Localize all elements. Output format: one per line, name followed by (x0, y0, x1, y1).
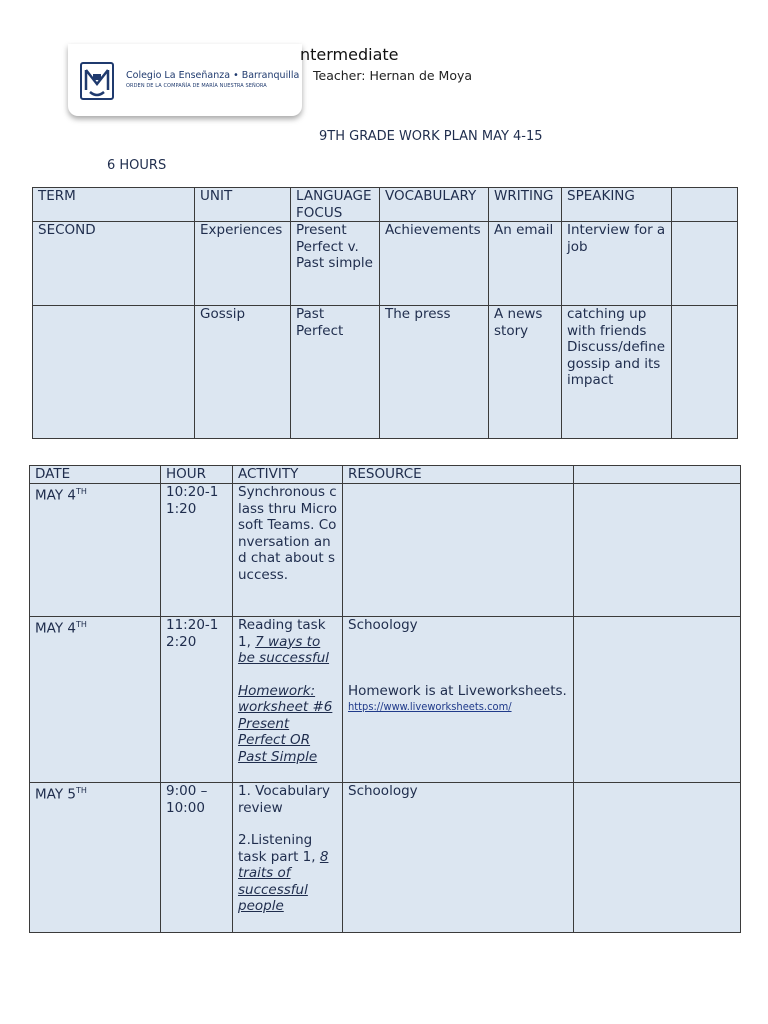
date-cell: MAY 4TH (30, 617, 161, 783)
table-header-row (30, 466, 741, 484)
table-cell: SECOND (33, 222, 195, 306)
table-row (30, 484, 741, 617)
table-row (33, 306, 738, 439)
course-level: ntermediate (300, 45, 399, 64)
table-header-cell: WRITING (489, 188, 562, 222)
table-header-cell (672, 188, 738, 222)
table-header-cell: TERM (33, 188, 195, 222)
table-cell (672, 306, 738, 439)
school-crest-icon (80, 62, 114, 100)
table-cell (33, 306, 195, 439)
table-cell: The press (380, 306, 489, 439)
table-header-cell: RESOURCE (343, 466, 574, 484)
table-header-cell: VOCABULARY (380, 188, 489, 222)
table-cell: Past Perfect (291, 306, 380, 439)
table-cell: Interview for a job (562, 222, 672, 306)
table-row (33, 222, 738, 306)
table-header-cell: HOUR (161, 466, 233, 484)
table-cell: Achievements (380, 222, 489, 306)
school-name: Colegio La Enseñanza • Barranquilla (126, 70, 300, 81)
table-header-row (33, 188, 738, 222)
resource-cell: Schoology (343, 783, 574, 933)
table-cell (574, 783, 741, 933)
teacher-name: Teacher: Hernan de Moya (313, 68, 473, 83)
activity-cell: Reading task 1, 7 ways to be successful Homework: worksheet #6 Present Perfect OR Past Simple (233, 617, 343, 783)
school-logo (68, 44, 302, 116)
table-cell: Present Perfect v. Past simple (291, 222, 380, 306)
resource-cell (343, 484, 574, 617)
table-cell: A news story (489, 306, 562, 439)
units-table (32, 187, 738, 439)
table-header-cell: LANGUAGE FOCUS (291, 188, 380, 222)
table-cell (574, 484, 741, 617)
homework-link[interactable]: Homework: worksheet #6 Present Perfect OR Past Simple (238, 682, 333, 765)
table-row (30, 617, 741, 783)
table-header-cell: ACTIVITY (233, 466, 343, 484)
hour-cell: 9:00 – 10:00 (161, 783, 233, 933)
table-cell: An email (489, 222, 562, 306)
activity-cell: Synchronous class thru Microsoft Teams. Conversation and chat about success. (233, 484, 343, 617)
table-header-cell: UNIT (195, 188, 291, 222)
hours-label: 6 HOURS (107, 158, 167, 173)
table-header-cell: DATE (30, 466, 161, 484)
liveworksheets-link[interactable]: https://www.liveworksheets.com/ (348, 700, 512, 713)
hour-cell: 11:20-12:20 (161, 617, 233, 783)
table-header-cell: SPEAKING (562, 188, 672, 222)
table-cell: catching up with friends Discuss/define gossip and its impact (562, 306, 672, 439)
reading-link[interactable]: 7 ways to be successful (238, 633, 330, 666)
schedule-table (29, 465, 741, 933)
date-cell: MAY 5TH (30, 783, 161, 933)
table-cell (574, 617, 741, 783)
activity-cell: 1. Vocabulary review 2.Listening task part 1, 8 traits of successful people (233, 783, 343, 933)
table-header-cell (574, 466, 741, 484)
school-order: ORDEN DE LA COMPAÑÍA DE MARÍA NUESTRA SEÑORA (126, 83, 267, 89)
table-cell (672, 222, 738, 306)
table-cell: Gossip (195, 306, 291, 439)
table-cell: Experiences (195, 222, 291, 306)
resource-cell: Schoology Homework is at Liveworksheets. https://www.liveworksheets.com/ (343, 617, 574, 783)
date-cell: MAY 4TH (30, 484, 161, 617)
hour-cell: 10:20-11:20 (161, 484, 233, 617)
listening-link[interactable]: 8 traits of successful people (238, 848, 329, 914)
table-row (30, 783, 741, 933)
page-title: 9TH GRADE WORK PLAN MAY 4-15 (319, 129, 543, 144)
